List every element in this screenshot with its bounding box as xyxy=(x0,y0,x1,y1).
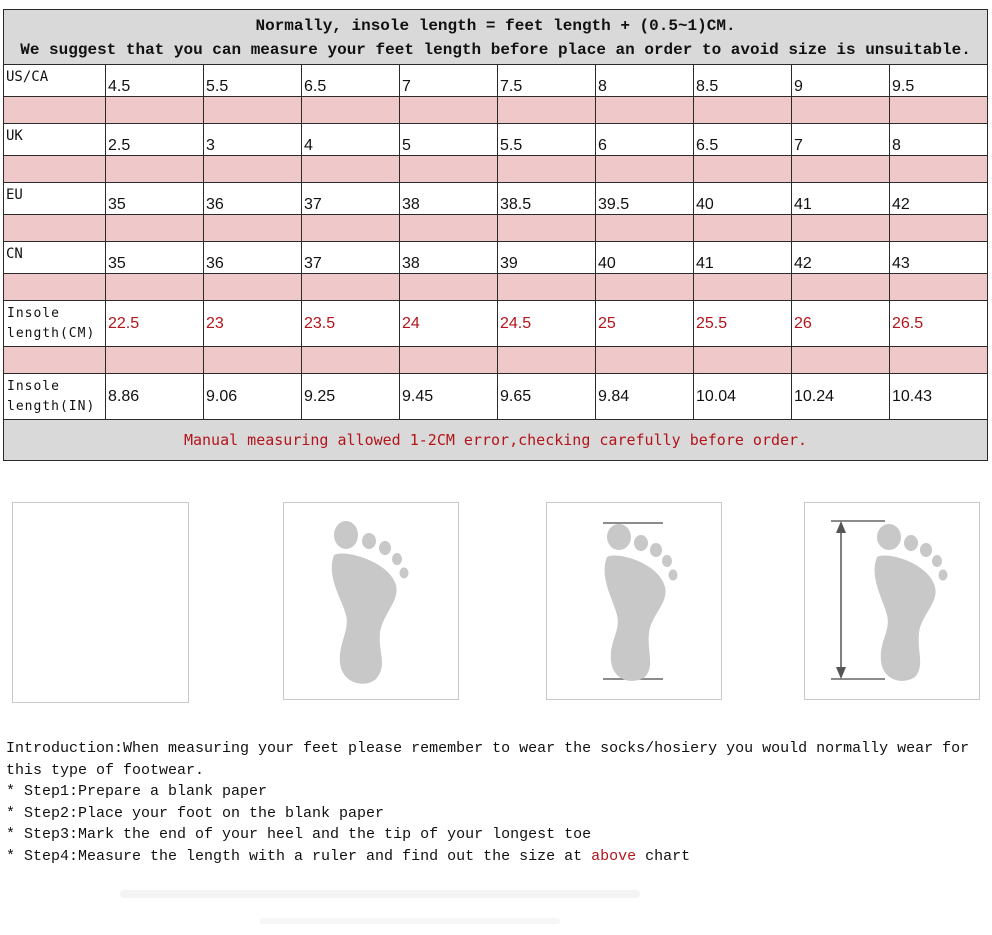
spacer-row xyxy=(4,347,988,374)
spacer-cell xyxy=(106,215,204,242)
size-cell: 10.43 xyxy=(890,374,988,420)
spacer-cell xyxy=(694,156,792,183)
spacer-cell xyxy=(498,97,596,124)
spacer-cell xyxy=(596,156,694,183)
size-cell: 41 xyxy=(694,242,792,274)
spacer-cell xyxy=(498,274,596,301)
size-cell: 8.86 xyxy=(106,374,204,420)
spacer-cell xyxy=(792,215,890,242)
measuring-steps-illustrations xyxy=(0,502,992,704)
size-cell: 38.5 xyxy=(498,183,596,215)
size-cell: 7.5 xyxy=(498,65,596,97)
size-cell: 8.5 xyxy=(694,65,792,97)
spacer-cell xyxy=(204,274,302,301)
size-cell: 35 xyxy=(106,242,204,274)
spacer-cell xyxy=(792,347,890,374)
size-cell: 7 xyxy=(400,65,498,97)
spacer-cell xyxy=(400,97,498,124)
spacer-cell xyxy=(694,347,792,374)
size-row xyxy=(4,242,988,274)
spacer-cell xyxy=(106,156,204,183)
row-label: UK xyxy=(4,124,106,156)
spacer-cell xyxy=(792,156,890,183)
faded-text-line xyxy=(260,918,560,924)
size-cell: 4.5 xyxy=(106,65,204,97)
step-4-text: * Step4:Measure the length with a ruler and find out the size at xyxy=(6,847,592,865)
size-cell: 25.5 xyxy=(694,301,792,347)
faded-text-line xyxy=(120,890,640,898)
size-cell: 26 xyxy=(792,301,890,347)
size-cell: 42 xyxy=(792,242,890,274)
spacer-cell xyxy=(498,215,596,242)
size-cell: 39.5 xyxy=(596,183,694,215)
spacer-cell xyxy=(890,274,988,301)
size-cell: 9.45 xyxy=(400,374,498,420)
spacer-cell xyxy=(302,156,400,183)
spacer-cell xyxy=(498,156,596,183)
row-label: CN xyxy=(4,242,106,274)
spacer-cell xyxy=(400,347,498,374)
size-chart-section xyxy=(3,9,987,461)
spacer-cell xyxy=(890,347,988,374)
size-cell: 3 xyxy=(204,124,302,156)
header-line-1: Normally, insole length = feet length + (0.5~1)CM. xyxy=(255,17,736,35)
spacer-cell xyxy=(204,215,302,242)
size-cell: 42 xyxy=(890,183,988,215)
size-cell: 5 xyxy=(400,124,498,156)
size-cell: 37 xyxy=(302,183,400,215)
row-label: EU xyxy=(4,183,106,215)
step-4-end: chart xyxy=(636,847,691,865)
size-cell: 35 xyxy=(106,183,204,215)
spacer-cell xyxy=(4,97,106,124)
size-cell: 36 xyxy=(204,242,302,274)
spacer-cell xyxy=(890,215,988,242)
foot-icon xyxy=(283,502,459,700)
spacer-cell xyxy=(302,215,400,242)
size-cell: 10.24 xyxy=(792,374,890,420)
size-cell: 26.5 xyxy=(890,301,988,347)
size-cell: 43 xyxy=(890,242,988,274)
spacer-cell xyxy=(106,347,204,374)
size-cell: 8 xyxy=(890,124,988,156)
foot-measured-icon xyxy=(804,502,980,700)
size-cell: 40 xyxy=(596,242,694,274)
spacer-cell xyxy=(400,156,498,183)
spacer-cell xyxy=(106,97,204,124)
spacer-row xyxy=(4,274,988,301)
size-cell: 9.5 xyxy=(890,65,988,97)
spacer-cell xyxy=(204,347,302,374)
size-cell: 40 xyxy=(694,183,792,215)
size-cell: 6 xyxy=(596,124,694,156)
spacer-cell xyxy=(792,274,890,301)
intro-text: Introduction:When measuring your feet please remember to wear the socks/hosiery you would normally wear for this type of footwear. xyxy=(6,740,979,779)
row-label-line-1: Insole xyxy=(7,305,60,321)
size-cell: 7 xyxy=(792,124,890,156)
size-cell: 24.5 xyxy=(498,301,596,347)
size-row xyxy=(4,124,988,156)
size-cell: 10.04 xyxy=(694,374,792,420)
spacer-row xyxy=(4,215,988,242)
size-row xyxy=(4,183,988,215)
size-cell: 6.5 xyxy=(302,65,400,97)
spacer-cell xyxy=(106,274,204,301)
footer-row xyxy=(4,420,988,461)
spacer-cell xyxy=(596,215,694,242)
row-label xyxy=(4,301,106,347)
size-cell: 9 xyxy=(792,65,890,97)
blank-paper-icon xyxy=(12,502,189,703)
size-cell: 5.5 xyxy=(498,124,596,156)
spacer-cell xyxy=(4,274,106,301)
chart-header xyxy=(4,10,988,65)
spacer-cell xyxy=(694,97,792,124)
size-cell: 8 xyxy=(596,65,694,97)
size-cell: 25 xyxy=(596,301,694,347)
spacer-cell xyxy=(498,347,596,374)
size-cell: 38 xyxy=(400,183,498,215)
step-2: * Step2:Place your foot on the blank paper xyxy=(6,804,385,822)
spacer-cell xyxy=(400,274,498,301)
row-label-line-2: length(IN) xyxy=(7,398,96,414)
header-line-2: We suggest that you can measure your feet length before place an order to avoid size is unsuitable. xyxy=(20,41,971,59)
size-cell: 9.25 xyxy=(302,374,400,420)
spacer-cell xyxy=(204,97,302,124)
spacer-cell xyxy=(792,97,890,124)
size-cell: 6.5 xyxy=(694,124,792,156)
spacer-cell xyxy=(694,215,792,242)
spacer-cell xyxy=(596,274,694,301)
size-cell: 23.5 xyxy=(302,301,400,347)
size-cell: 37 xyxy=(302,242,400,274)
row-label: US/CA xyxy=(4,65,106,97)
spacer-cell xyxy=(400,215,498,242)
foot-marked-icon xyxy=(546,502,722,700)
spacer-cell xyxy=(694,274,792,301)
spacer-cell xyxy=(890,156,988,183)
size-cell: 9.84 xyxy=(596,374,694,420)
footer-note: Manual measuring allowed 1-2CM error,checking carefully before order. xyxy=(4,420,988,461)
measuring-instructions xyxy=(6,738,990,867)
spacer-row xyxy=(4,156,988,183)
row-label-line-1: Insole xyxy=(7,378,60,394)
size-cell: 22.5 xyxy=(106,301,204,347)
step-3: * Step3:Mark the end of your heel and the tip of your longest toe xyxy=(6,826,592,843)
spacer-cell xyxy=(4,347,106,374)
spacer-cell xyxy=(890,97,988,124)
spacer-row xyxy=(4,97,988,124)
spacer-cell xyxy=(204,156,302,183)
size-cell: 2.5 xyxy=(106,124,204,156)
row-label xyxy=(4,374,106,420)
spacer-cell xyxy=(302,274,400,301)
size-cell: 24 xyxy=(400,301,498,347)
size-chart-table xyxy=(3,9,988,461)
size-cell: 39 xyxy=(498,242,596,274)
size-cell: 41 xyxy=(792,183,890,215)
spacer-cell xyxy=(4,156,106,183)
size-cell: 36 xyxy=(204,183,302,215)
row-label-line-2: length(CM) xyxy=(7,325,96,341)
spacer-cell xyxy=(302,347,400,374)
spacer-cell xyxy=(302,97,400,124)
size-row xyxy=(4,374,988,420)
size-cell: 9.06 xyxy=(204,374,302,420)
size-row xyxy=(4,65,988,97)
spacer-cell xyxy=(596,97,694,124)
spacer-cell xyxy=(596,347,694,374)
size-row xyxy=(4,301,988,347)
size-cell: 38 xyxy=(400,242,498,274)
step-4-highlight: above xyxy=(591,847,637,865)
spacer-cell xyxy=(4,215,106,242)
step-1: * Step1:Prepare a blank paper xyxy=(6,783,268,800)
step-4 xyxy=(6,846,990,868)
size-cell: 5.5 xyxy=(204,65,302,97)
size-cell: 23 xyxy=(204,301,302,347)
size-cell: 4 xyxy=(302,124,400,156)
size-cell: 9.65 xyxy=(498,374,596,420)
